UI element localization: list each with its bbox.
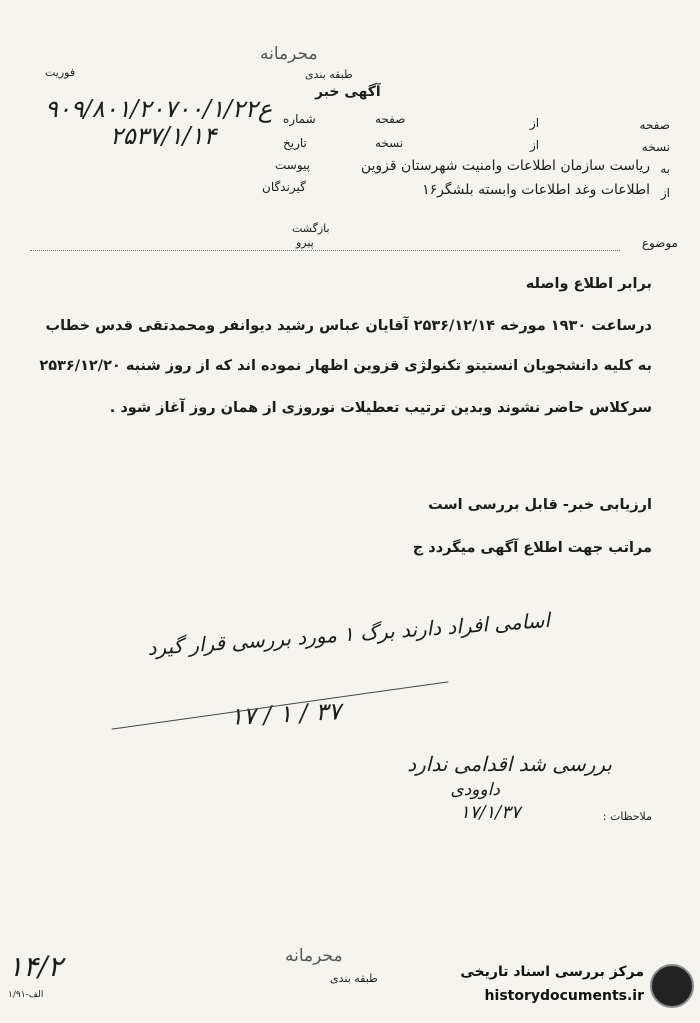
classification-label-top: طبقه بندی	[305, 68, 353, 81]
archive-logo-icon	[650, 964, 694, 1008]
handwritten-date: ۲۵۳۷/۱/۱۴	[110, 122, 217, 150]
handwritten-note-1-date: ۱۷ / ۱ / ۳۷	[229, 697, 342, 731]
doc-type: آگهی خبر	[315, 84, 381, 100]
to-value: ریاست سازمان اطلاعات وامنیت شهرستان قزوین	[360, 158, 650, 174]
bottom-left-code: ۱/۹۱-الف	[8, 990, 44, 1000]
handwritten-note-1: اسامی افراد دارند برگ ۱ مورد بررسی قرار گیرد	[146, 607, 551, 661]
body-line-1: برابر اطلاع واصله	[525, 276, 652, 292]
date-label: تاریخ	[283, 136, 307, 150]
remarks-label: ملاحظات :	[602, 810, 652, 823]
handwritten-note-2-date: ۱۷/۱/۳۷	[460, 802, 521, 823]
classification-stamp-top: محرمانه	[260, 44, 318, 64]
handwritten-signature: داوودی	[450, 780, 500, 800]
classification-label-bottom: طبقه بندی	[330, 972, 378, 985]
from-label-2: از	[530, 138, 540, 152]
from-label-1: از	[530, 116, 540, 130]
recipients-label: گیرندگان	[262, 180, 306, 194]
followup-label: پیرو	[296, 236, 314, 249]
subject-line	[30, 250, 620, 251]
page-label-1: صفحه	[639, 118, 670, 132]
body-line-4: سرکلاس حاضر نشوند وبدین ترتیب تعطیلات نوروزی از همان روز آغاز شود .	[109, 400, 652, 416]
handwritten-number: ۹۰۹/۸۰۱/۲۰۷۰۰/ع۱/۲۲	[45, 95, 273, 123]
from-prefix: از	[660, 186, 670, 200]
classification-stamp-bottom: محرمانه	[285, 946, 343, 966]
number-label: شماره	[283, 112, 316, 126]
attachment-label: پیوست	[275, 158, 310, 172]
watermark-title: مرکز بررسی اسناد تاریخی	[460, 964, 644, 980]
subject-label: موضوع	[641, 236, 678, 250]
from-value: اطلاعات وغد اطلاعات وابسته بلشگر۱۶	[422, 182, 650, 198]
to-prefix: به	[660, 162, 670, 176]
evaluation-line: ارزیابی خبر- قابل بررسی است	[428, 497, 652, 513]
body-line-3: به کلیه دانشجویان انستیتو تکنولژی قزوین اظهار نموده اند که از روز شنبه ۲۵۳۶/۱۲/۲۰	[39, 358, 652, 374]
reference-label: بازگشت	[292, 222, 330, 235]
copy-label-1: نسخه	[641, 140, 670, 154]
body-line-2: درساعت ۱۹۳۰ مورخه ۲۵۳۶/۱۲/۱۴ آقایان عباس رشید دیوانفر ومحمدتقی قدس خطاب	[45, 318, 652, 334]
copy-label-2: نسخه	[375, 136, 404, 150]
priority-label: فوریت	[45, 66, 76, 79]
announcement-line: مراتب جهت اطلاع آگهی میگردد ج	[412, 540, 652, 556]
watermark-url: historydocuments.ir	[484, 988, 644, 1004]
handwritten-note-2: بررسی شد اقدامی ندارد	[407, 752, 612, 776]
page-label-2: صفحه	[375, 112, 406, 126]
bottom-left-handwritten: ۱۴/۲	[8, 950, 63, 983]
